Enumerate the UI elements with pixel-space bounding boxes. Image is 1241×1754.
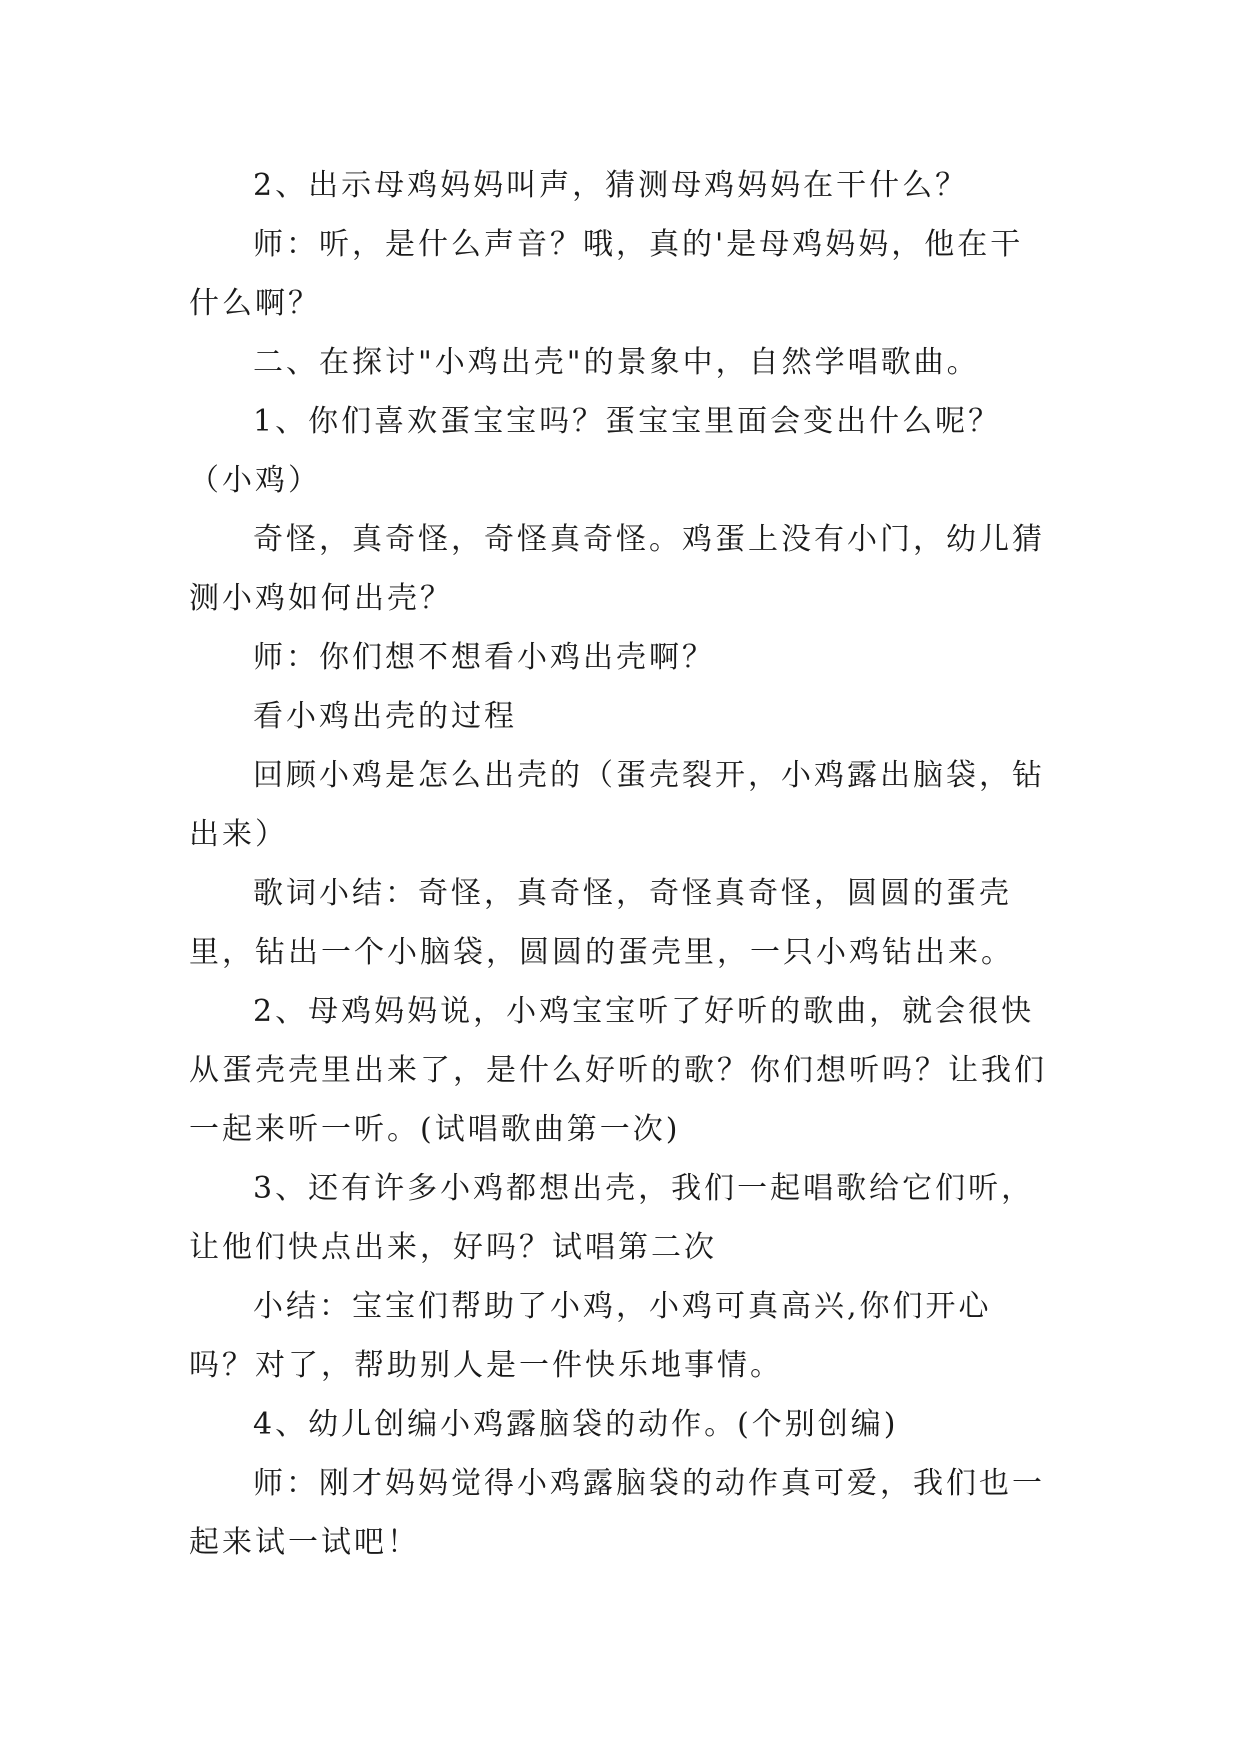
paragraph-teacher-try: 师：刚才妈妈觉得小鸡露脑袋的动作真可爱，我们也一起来试一试吧！ (189, 1466, 1045, 1560)
paragraph-review: 回顾小鸡是怎么出壳的（蛋壳裂开，小鸡露出脑袋，钻出来） (189, 758, 1045, 852)
paragraph-section-2-heading: 二、在探讨"小鸡出壳"的景象中，自然学唱歌曲。 (253, 345, 980, 380)
paragraph-teacher-listen: 师：听，是什么声音？哦，真的'是母鸡妈妈，他在干什么啊？ (189, 227, 1024, 321)
paragraph-step-4-create: 4、幼儿创编小鸡露脑袋的动作。(个别创编) (253, 1407, 899, 1442)
paragraph-teacher-watch: 师：你们想不想看小鸡出壳啊？ (253, 640, 715, 675)
document-body (189, 156, 1051, 1572)
paragraph-strange: 奇怪，真奇怪，奇怪真奇怪。鸡蛋上没有小门，幼儿猜测小鸡如何出壳？ (189, 522, 1045, 616)
paragraph-step-3-sing: 3、还有许多小鸡都想出壳，我们一起唱歌给它们听，让他们快点出来，好吗？试唱第二次 (189, 1171, 1035, 1265)
paragraph-lyrics-summary: 歌词小结：奇怪，真奇怪，奇怪真奇怪，圆圆的蛋壳里，钻出一个小脑袋，圆圆的蛋壳里，一只小鸡钻出来。 (189, 876, 1014, 970)
paragraph-summary-help: 小结：宝宝们帮助了小鸡，小鸡可真高兴,你们开心吗？对了，帮助别人是一件快乐地事情。 (189, 1289, 992, 1383)
paragraph-step-1-egg-baby: 1、你们喜欢蛋宝宝吗？蛋宝宝里面会变出什么呢？（小鸡） (189, 404, 1002, 498)
paragraph-watch-process: 看小鸡出壳的过程 (253, 699, 517, 734)
paragraph-step-2-hen-sound: 2、出示母鸡妈妈叫声，猜测母鸡妈妈在干什么？ (253, 168, 969, 203)
paragraph-step-2-song: 2、母鸡妈妈说，小鸡宝宝听了好听的歌曲，就会很快从蛋壳壳里出来了，是什么好听的歌？你们想听吗？让我们一起来听一听。(试唱歌曲第一次) (189, 994, 1047, 1147)
